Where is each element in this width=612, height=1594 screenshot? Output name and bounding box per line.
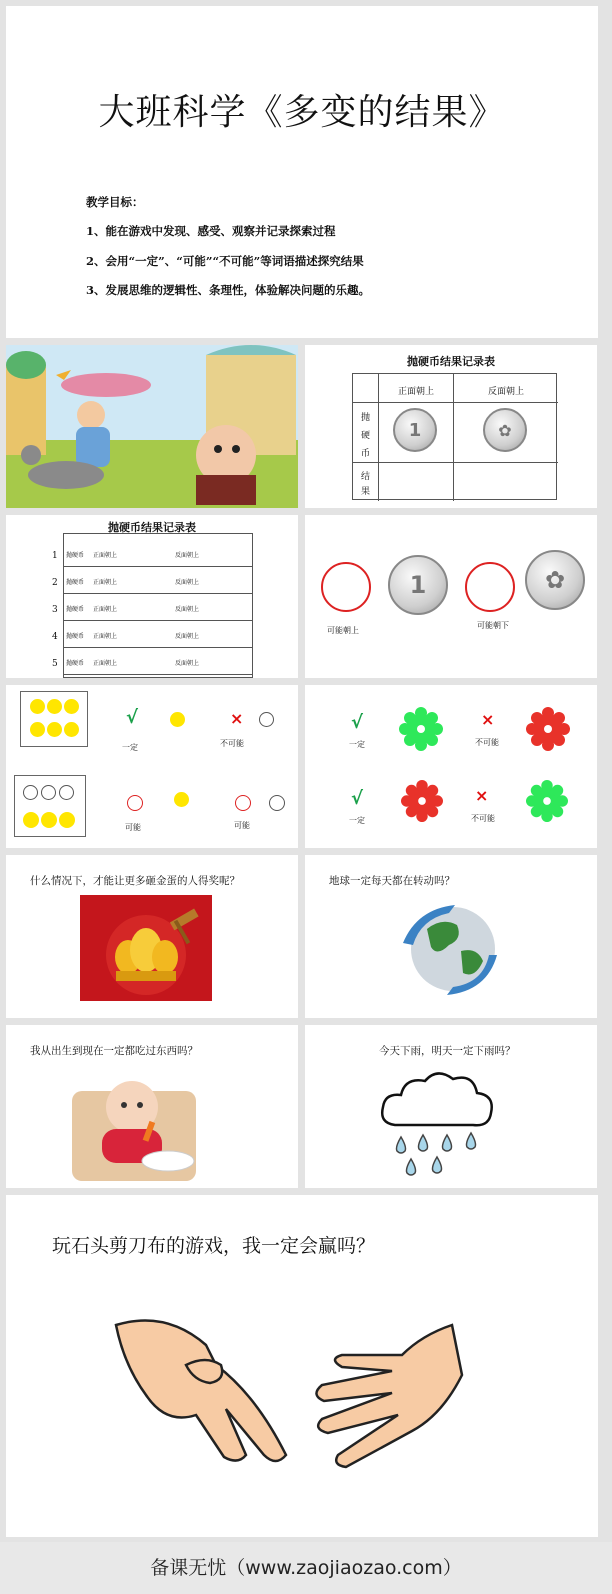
yellow-dot: [30, 699, 45, 714]
row-number: 5: [52, 659, 58, 669]
slide-baby: [6, 1025, 298, 1188]
label-impossible: 不可能: [475, 738, 499, 747]
row-number: 3: [52, 605, 58, 615]
empty-circle-icon: [321, 562, 371, 612]
table-row: 抛硬币 正面朝上 反面朝上: [63, 599, 253, 621]
table-title: 抛硬币结果记录表: [108, 521, 196, 534]
green-gear-icon: [399, 707, 443, 751]
row-number: 2: [52, 578, 58, 588]
white-dot: [259, 712, 274, 727]
row-number: 1: [52, 551, 58, 561]
row-label: 抛: [361, 413, 371, 423]
row-label: 结: [361, 472, 371, 482]
question-text: 什么情况下，才能让更多砸金蛋的人得奖呢？: [30, 875, 240, 887]
yellow-dot: [23, 812, 39, 828]
question-text: 玩石头剪刀布的游戏，我一定会赢吗？: [52, 1235, 376, 1257]
column-header-front: 正面朝上: [397, 387, 434, 397]
check-icon: √: [126, 707, 139, 728]
table-row: 抛硬币 正面朝上 反面朝上: [63, 653, 253, 675]
row-number: 4: [52, 632, 58, 642]
paper-hand-icon: [302, 1315, 472, 1495]
question-text: 地球一定每天都在转动吗？: [329, 875, 455, 887]
red-gear-icon: [401, 780, 443, 822]
yellow-dot: [64, 722, 79, 737]
cross-icon: ×: [475, 786, 489, 805]
label-possible-down: 可能朝下: [477, 621, 509, 630]
slide-title: [6, 6, 598, 338]
green-gear-icon: [526, 780, 568, 822]
label-possible: 可能: [125, 823, 141, 832]
cross-icon: ×: [230, 709, 244, 728]
label-possible-up: 可能朝上: [327, 626, 359, 635]
slide-earth: [305, 855, 597, 1018]
white-dot: [23, 785, 38, 800]
yellow-dot: [41, 812, 57, 828]
label-certain: 一定: [349, 816, 365, 825]
slide-gears: [305, 685, 597, 848]
label-impossible: 不可能: [471, 814, 495, 823]
yellow-dot: [174, 792, 189, 807]
cartoon-illustration: [6, 345, 298, 508]
empty-circle-icon: [127, 795, 143, 811]
white-dot: [41, 785, 56, 800]
slide-illustration: [6, 345, 298, 508]
column-header-back: 反面朝上: [487, 387, 524, 397]
label-certain: 一定: [349, 740, 365, 749]
cross-icon: ×: [481, 710, 495, 729]
white-dot: [59, 785, 74, 800]
red-gear-icon: [526, 707, 570, 751]
yellow-dot: [30, 722, 45, 737]
table-row: 抛硬币 正面朝上 反面朝上: [63, 626, 253, 648]
row-label: 硬: [361, 431, 371, 441]
coin-back-icon: ✿: [483, 408, 527, 452]
yellow-dot: [170, 712, 185, 727]
label-certain: 一定: [122, 743, 138, 752]
empty-circle-icon: [465, 562, 515, 612]
baby-eating-image: [68, 1071, 200, 1183]
table-title: 抛硬币结果记录表: [407, 355, 495, 368]
check-icon: √: [351, 788, 364, 809]
question-text: 今天下雨，明天一定下雨吗？: [379, 1045, 516, 1057]
check-icon: √: [351, 712, 364, 733]
empty-circle-icon: [235, 795, 251, 811]
scissors-hand-icon: [106, 1305, 296, 1495]
slide-rps: [6, 1195, 598, 1537]
row-label: 币: [361, 449, 371, 459]
earth-globe-icon: [397, 899, 505, 1001]
question-text: 我从出生到现在一定都吃过东西吗？: [30, 1045, 198, 1057]
yellow-dot: [47, 699, 62, 714]
objective-item: 3、发展思维的逻辑性、条理性，体验解决问题的乐趣。: [86, 283, 370, 297]
coin-back-icon: ✿: [525, 550, 585, 610]
coin-front-icon: 1: [388, 555, 448, 615]
label-possible: 可能: [234, 821, 250, 830]
objective-item: 2、会用“一定”、“可能”“不可能”等词语描述探究结果: [86, 254, 364, 268]
table-row: 抛硬币 正面朝上 反面朝上: [63, 572, 253, 594]
yellow-dot: [47, 722, 62, 737]
objective-item: 1、能在游戏中发现、感受、观察并记录探索过程: [86, 224, 336, 238]
slide-coin-table: [305, 345, 597, 508]
slide-coin-table-5: [6, 515, 298, 678]
objectives-heading: 教学目标：: [86, 195, 144, 209]
table-row: 抛硬币 正面朝上 反面朝上: [63, 545, 253, 567]
slide-dots: [6, 685, 298, 848]
page-title: 大班科学《多变的结果》: [98, 91, 506, 132]
record-table: [352, 373, 557, 500]
slide-rain: [305, 1025, 597, 1188]
white-dot: [269, 795, 285, 811]
label-impossible: 不可能: [220, 739, 244, 748]
footer-watermark: 备课无忧（www.zaojiaozao.com）: [0, 1542, 612, 1594]
coin-front-icon: 1: [393, 408, 437, 452]
slide-coin-possible: [305, 515, 597, 678]
yellow-dot: [59, 812, 75, 828]
yellow-dot: [64, 699, 79, 714]
slide-golden-egg: [6, 855, 298, 1018]
row-label: 果: [361, 487, 371, 497]
golden-egg-image: [80, 895, 212, 1001]
rain-cloud-icon: [375, 1065, 501, 1181]
